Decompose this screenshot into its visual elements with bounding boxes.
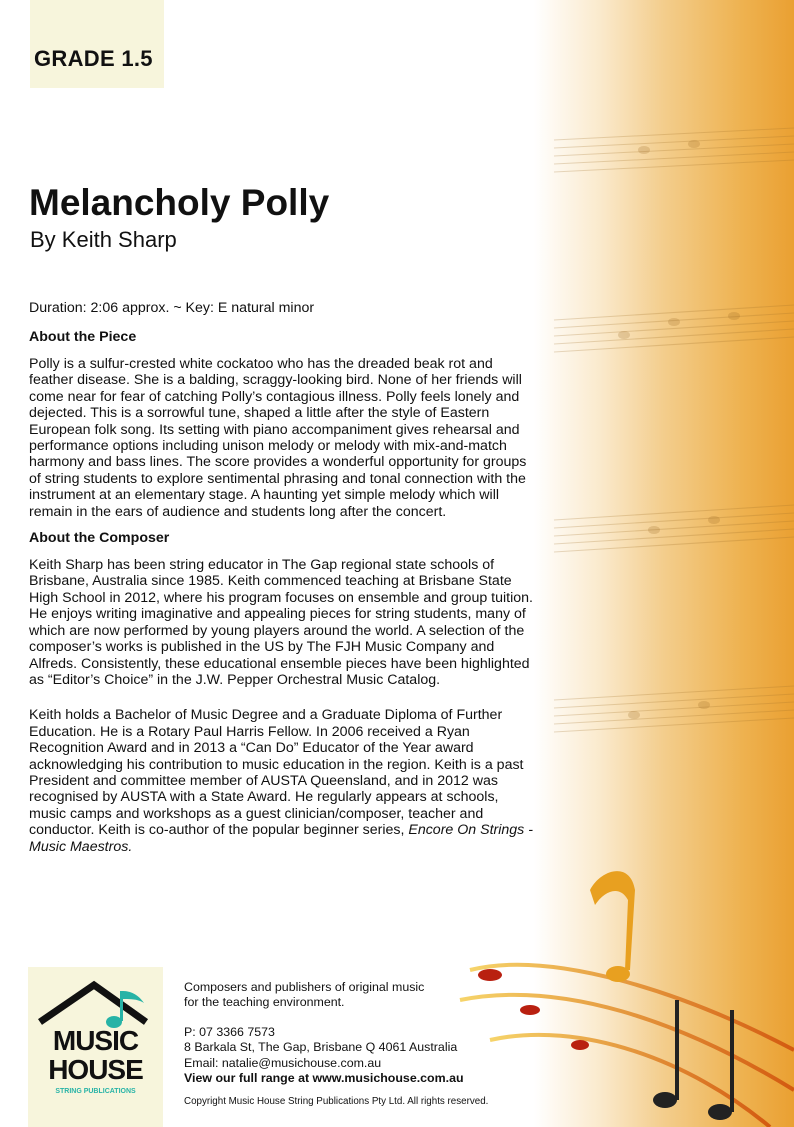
main-content <box>29 298 539 864</box>
about-piece-heading: About the Piece <box>29 329 137 345</box>
logo-music-word: MUSIC <box>52 1025 139 1056</box>
publisher-footer <box>184 980 534 1110</box>
phone-number: P: 07 3366 7573 <box>184 1024 275 1039</box>
composer-bio-paragraph-2-text: Keith holds a Bachelor of Music Degree and a Graduate Diploma of Further Education. He is a Rotary Paul Harris Fellow. In 2006 received a Ryan Recognition Award and in 2013 a “Can Do” Educator of the Year award acknowledging his contribution to music education in the region. Keith is a past President and committee member of AUSTA Queensland, and in 2012 was recognised by AUSTA with a State Award. He regularly appears at schools, music camps and workshops as a guest clinician/composer, teacher and conductor. Keith is co-author of the popular beginner series, <box>29 707 524 839</box>
logo-subtitle: STRING PUBLICATIONS <box>55 1088 136 1095</box>
website-link[interactable]: View our full range at www.musichouse.com.au <box>184 1071 464 1086</box>
tagline-line-1: Composers and publishers of original music <box>184 980 425 994</box>
duration-key-line: Duration: 2:06 approx. ~ Key: E natural minor <box>29 300 315 316</box>
tagline-line-2: for the teaching environment. <box>184 995 345 1010</box>
piece-title: Melancholy Polly <box>29 182 330 223</box>
about-composer-heading: About the Composer <box>29 530 170 547</box>
composer-bio-paragraph-1: Keith Sharp has been string educator in The Gap regional state schools of Brisbane, Australia since 1985. Keith commenced teaching at Brisbane State High School in 2012, where his program focuses on ensemble and group tuition. He enjoys writing imaginative and appealing pieces for string students, many of which are now performed by young players around the world. A selection of the composer’s works is published in the US by The FJH Music Company and Alfreds. Consistently, these educational ensemble pieces have been highlighted as “Editor’s Choice” in the J.W. Pepper Orchestral Music Catalog. <box>29 557 533 688</box>
grade-label: GRADE 1.5 <box>34 46 153 71</box>
composer-bio-paragraph-2 <box>29 707 539 855</box>
composer-byline: By Keith Sharp <box>30 227 177 252</box>
music-house-logo <box>28 967 163 1127</box>
email-address: Email: natalie@musichouse.com.au <box>184 1055 382 1070</box>
about-piece-text: Polly is a sulfur-crested white cockatoo who has the dreaded beak rot and feather disease. She is a balding, scraggy-looking bird. None of her friends will come near for fear of catching Polly’s contagious illness. Polly feels lonely and dejected. This is a sorrowful tune, shaped a little after the style of Eastern European folk song. Its setting with piano accompaniment gives rehearsal and performance options including unison melody or melody with mix-and-match harmony and bass lines. The score provides a wonderful opportunity for groups of string students to explore sentimental phrasing and tonal connection with the instrument at an elementary stage. A haunting yet simple melody which will remain in the ears of audience and students long after the concert. <box>29 356 527 520</box>
postal-address: 8 Barkala St, The Gap, Brisbane Q 4061 Australia <box>184 1040 458 1055</box>
logo-house-word: HOUSE <box>48 1054 143 1085</box>
grade-box <box>30 0 164 88</box>
copyright-notice: Copyright Music House String Publications Pty Ltd. All rights reserved. <box>184 1096 489 1108</box>
series-title: Encore On Strings - Music Maestros. <box>29 822 533 855</box>
